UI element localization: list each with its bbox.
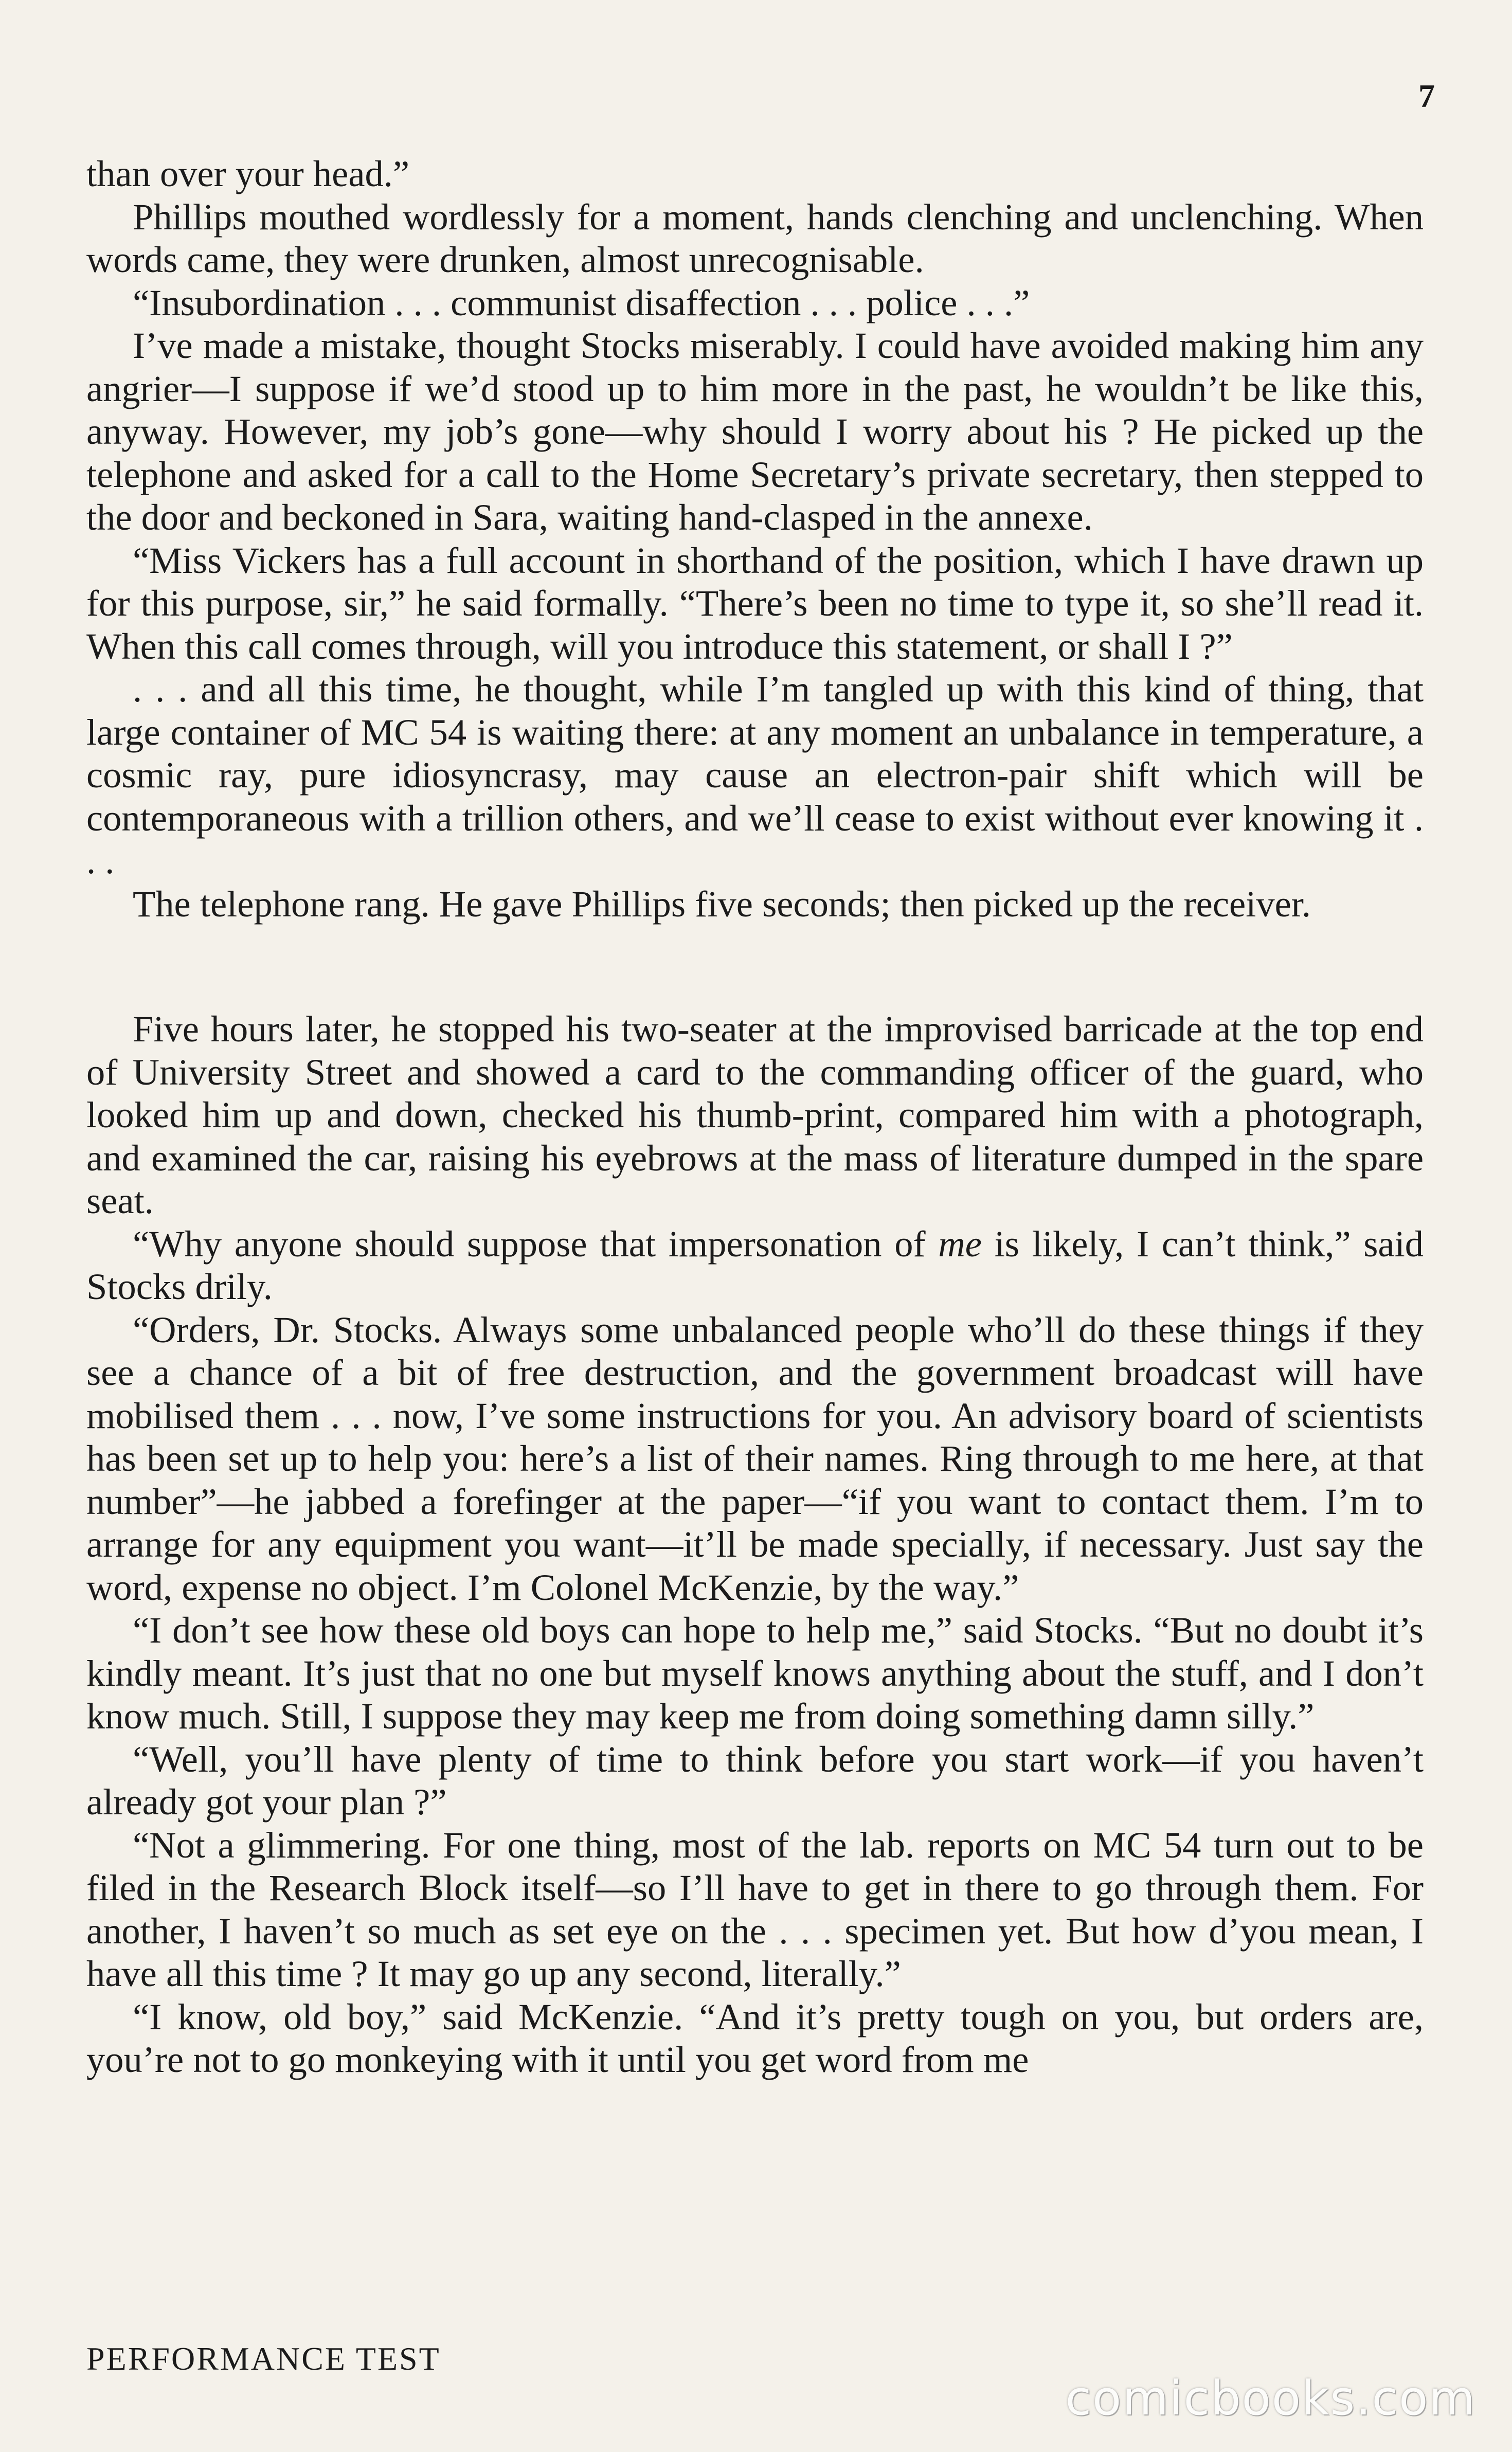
paragraph: I’ve made a mistake, thought Stocks miserably. I could have avoided making him any angrier—I suppose if we’d stood up to him more in the past, he wouldn’t be like this, anyway. However, my job’s gone—why should I worry about his ? He picked up the telephone and asked for a call to the Home Secretary’s private secretary, then stepped to the door and beckoned in Sara, waiting hand-clasped in the annexe. — [86, 324, 1424, 538]
paragraph: Five hours later, he stopped his two-seater at the improvised barricade at the top end of University Street and showed a card to the commanding officer of the guard, who looked him up and down, checked his thumb-print, compared him with a photograph, and examined the car, raising his eyebrows at the mass of literature dumped in the spare seat. — [86, 1008, 1424, 1221]
paragraph: “Well, you’ll have plenty of time to think before you start work—if you haven’t already got your plan ?” — [86, 1738, 1424, 1823]
paragraph: “Orders, Dr. Stocks. Always some unbalanced people who’ll do these things if they see a chance of a bit of free destruction, and the government broadcast will have mobilised them . . . now, I’ve some instructions for you. An advisory board of scientists has been set up to help you: here’s a list of their names. Ring through to me here, at that number”—he jabbed a forefinger at the paper—“if you want to contact them. I’m to arrange for any equipment you want—it’ll be made specially, if necessary. Just say the word, expense no object. I’m Colonel McKenzie, by the way.” — [86, 1308, 1424, 1608]
paragraph: “I know, old boy,” said McKenzie. “And it’s pretty tough on you, but orders are, you’re not to go monkeying with it until you get word from me — [86, 1995, 1424, 2080]
watermark: comicbooks.com — [1065, 2371, 1476, 2426]
running-footer: PERFORMANCE TEST — [86, 2340, 441, 2377]
paragraph: . . . and all this time, he thought, while I’m tangled up with this kind of thing, that large container of MC 54 is waiting there: at any moment an unbalance in temperature, a cosmic ray, pure idiosyncrasy, may cause an electron-pair shift which will be contemporaneous with a trillion others, and we’ll cease to exist without ever knowing it . . . — [86, 668, 1424, 881]
paragraph: “Not a glimmering. For one thing, most of the lab. reports on MC 54 turn out to be filed in the Research Block itself—so I’ll have to get in there to go through them. For another, I haven’t so much as set eye on the . . . specimen yet. But how d’you mean, I have all this time ? It may go up any second, literally.” — [86, 1824, 1424, 1994]
paragraph: The telephone rang. He gave Phillips five seconds; then picked up the receiver. — [133, 882, 1311, 925]
paragraph: “Insubordination . . . communist disaffection . . . police . . .” — [133, 281, 1030, 323]
paragraph: than over your head.” — [86, 153, 410, 194]
paragraph: Phillips mouthed wordlessly for a moment, hands clenching and unclenching. When words came, they were drunken, almost unrecognisable. — [86, 195, 1424, 280]
paragraph: “Why anyone should suppose that impersonation of me is likely, I can’t think,” said Stocks drily. — [86, 1222, 1424, 1307]
page-number: 7 — [1418, 78, 1435, 114]
paragraph: “I don’t see how these old boys can hope to help me,” said Stocks. “But no doubt it’s kindly meant. It’s just that no one but myself knows anything about the stuff, and I don’t know much. Still, I suppose they may keep me from doing something damn silly.” — [86, 1609, 1424, 1737]
story-body — [86, 152, 1424, 2081]
paragraph: “Miss Vickers has a full account in shorthand of the position, which I have drawn up for this purpose, sir,” he said formally. “There’s been no time to type it, so she’ll read it. When this call comes through, will you introduce this statement, or shall I ?” — [86, 539, 1424, 667]
